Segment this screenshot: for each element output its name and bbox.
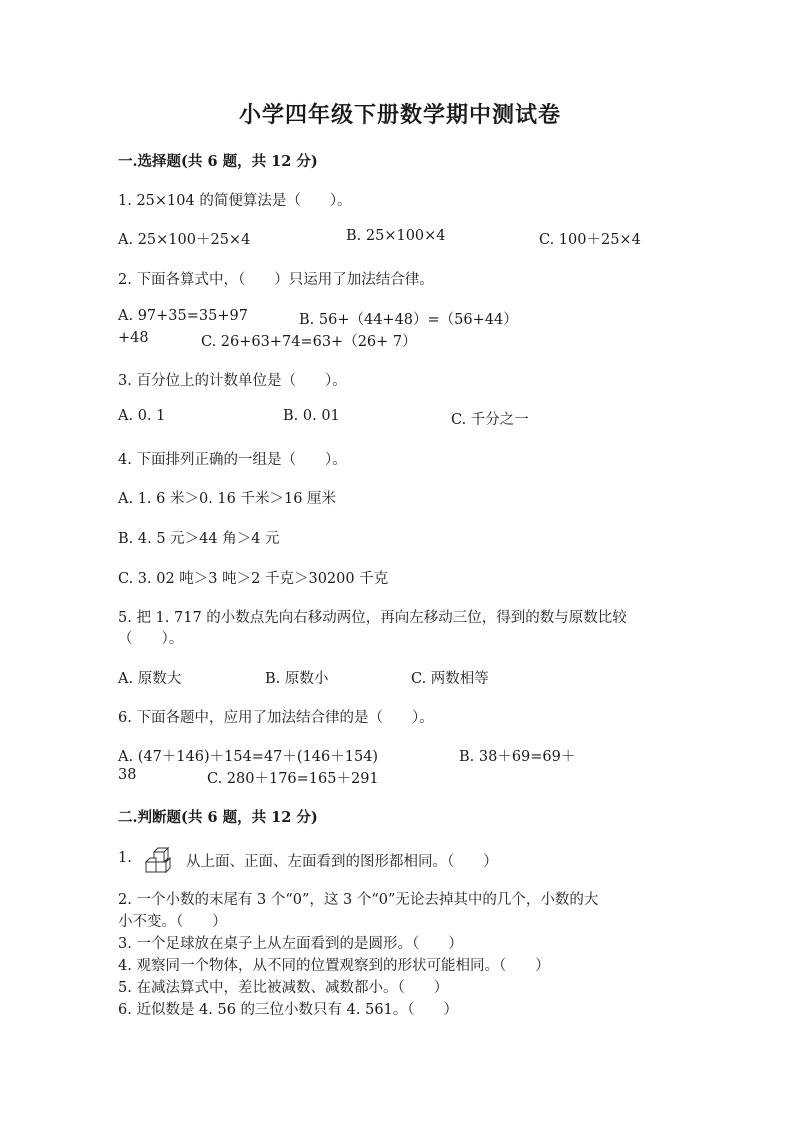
question-2-option-c: C. 26+63+74=63+（26+ 7） <box>201 334 417 350</box>
question-5-option-c: C. 两数相等 <box>411 671 489 687</box>
question-2-option-b-cont: +48 <box>118 330 149 346</box>
question-3-option-b: B. 0. 01 <box>283 408 340 424</box>
question-6-option-b: B. 38＋69=69＋ <box>459 749 576 765</box>
question-6-stem: 6. 下面各题中，应用了加法结合律的是（ ）。 <box>118 710 434 726</box>
question-3-option-a: A. 0. 1 <box>118 408 166 424</box>
question-6-option-c: C. 280＋176=165＋291 <box>207 771 379 787</box>
question-2-option-b: B. 56+（44+48）=（56+44） <box>299 312 518 328</box>
judgment-4: 4. 观察同一个物体，从不同的位置观察到的形状可能相同。（ ） <box>118 958 550 974</box>
question-5-stem: 5. 把 1. 717 的小数点先向右移动两位，再向左移动三位，得到的数与原数比较 <box>118 610 627 626</box>
section-heading-judgment: 二.判断题(共 6 题，共 12 分) <box>118 809 318 826</box>
question-1-option-a: A. 25×100＋25×4 <box>118 232 251 248</box>
question-5-option-b: B. 原数小 <box>265 671 329 687</box>
question-5-stem-cont: （ ）。 <box>118 631 184 647</box>
judgment-6: 6. 近似数是 4. 56 的三位小数只有 4. 561。（ ） <box>118 1002 459 1018</box>
section-heading-choice: 一.选择题(共 6 题，共 12 分) <box>118 153 318 170</box>
judgment-1-text: 从上面、正面、左面看到的图形都相同。（ ） <box>186 854 498 870</box>
judgment-3: 3. 一个足球放在桌子上从左面看到的是圆形。（ ） <box>118 936 463 952</box>
page-title: 小学四年级下册数学期中测试卷 <box>238 102 561 128</box>
judgment-5: 5. 在减法算式中，差比被减数、减数都小。（ ） <box>118 980 449 996</box>
question-6-option-a: A. (47＋146)＋154=47＋(146＋154) <box>118 749 379 765</box>
question-5-option-a: A. 原数大 <box>118 671 182 687</box>
question-6-option-b-cont: 38 <box>118 767 137 783</box>
question-2-stem: 2. 下面各算式中，（ ）只运用了加法结合律。 <box>118 272 434 288</box>
question-3-option-c: C. 千分之一 <box>451 412 529 428</box>
question-3-stem: 3. 百分位上的计数单位是（ ）。 <box>118 373 347 389</box>
question-2-option-a: A. 97+35=35+97 <box>118 308 248 324</box>
question-4-option-a: A. 1. 6 米＞0. 16 千米＞16 厘米 <box>118 491 337 507</box>
question-1-stem: 1. 25×104 的简便算法是（ ）。 <box>118 193 352 209</box>
question-1-option-c: C. 100＋25×4 <box>539 232 641 248</box>
question-4-option-b: B. 4. 5 元＞44 角＞4 元 <box>118 531 280 547</box>
cube-stack-figure <box>142 846 176 876</box>
question-1-option-b: B. 25×100×4 <box>346 228 446 244</box>
judgment-2-line-1: 2. 一个小数的末尾有 3 个“0”，这 3 个“0”无论去掉其中的几个，小数的大 <box>118 892 599 908</box>
judgment-1-number: 1. <box>118 850 132 866</box>
question-4-stem: 4. 下面排列正确的一组是（ ）。 <box>118 452 347 468</box>
judgment-2-line-2: 小不变。（ ） <box>118 914 227 930</box>
question-4-option-c: C. 3. 02 吨＞3 吨＞2 千克＞30200 千克 <box>118 571 389 587</box>
